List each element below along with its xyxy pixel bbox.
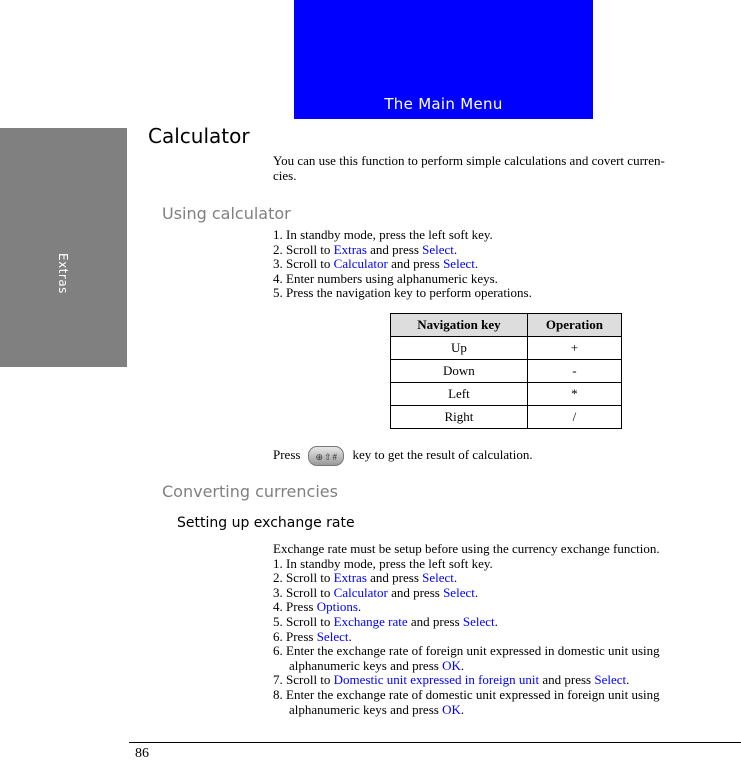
step-line — [273, 257, 532, 272]
step-text: 1. In standby mode, press the left soft key. — [273, 227, 493, 242]
press-key-line — [273, 446, 533, 466]
table-cell: Up — [391, 337, 528, 360]
step-text: 3. Scroll to — [273, 584, 334, 600]
step-line — [273, 272, 532, 287]
step-text: . — [474, 584, 479, 600]
step-text: and press — [539, 672, 595, 688]
table-row — [391, 337, 622, 360]
table-cell: / — [527, 406, 621, 429]
table-row — [391, 383, 622, 406]
intro-paragraph — [273, 154, 665, 183]
step-line — [273, 659, 660, 674]
menu-term: Select — [462, 613, 495, 629]
menu-term: Extras — [333, 241, 367, 257]
menu-term: Select — [422, 241, 454, 257]
exchange-rate-subheading: Setting up exchange rate — [177, 515, 355, 531]
menu-term: OK — [442, 657, 461, 673]
table-cell: Left — [391, 383, 528, 406]
navigation-key-table — [390, 313, 622, 429]
step-text: alphanumeric keys and press — [289, 657, 443, 673]
step-text: 4. Press — [273, 599, 317, 615]
menu-term: Select — [443, 256, 475, 272]
menu-term: Options — [316, 599, 358, 615]
step-text: . — [453, 570, 458, 586]
converting-currencies-heading: Converting currencies — [162, 482, 338, 501]
step-text: and press — [387, 584, 444, 600]
step-text: 4. Enter numbers using alphanumeric keys. — [273, 270, 498, 286]
step-text: . — [626, 672, 630, 688]
table-cell: + — [527, 337, 621, 360]
menu-term: Domestic unit expressed in foreign unit — [333, 672, 540, 688]
step-line — [273, 615, 660, 630]
step-text: . — [460, 701, 465, 717]
step-text: 6. Press — [273, 628, 317, 644]
step-text: 5. Scroll to — [273, 613, 334, 629]
step-line — [273, 600, 660, 615]
press-text-after: key to get the result of calculation. — [352, 446, 533, 462]
using-calculator-heading: Using calculator — [162, 204, 291, 223]
step-text: 2. Scroll to — [273, 570, 334, 586]
press-text: Press — [273, 446, 301, 462]
step-text: and press — [366, 570, 423, 586]
step-text: . — [357, 599, 362, 615]
table-row — [391, 360, 622, 383]
step-text: . — [460, 657, 465, 673]
step-line — [273, 243, 532, 258]
step-line — [273, 228, 532, 243]
step-text: and press — [407, 613, 463, 629]
table-header-cell: Navigation key — [391, 314, 528, 337]
intro-line: cies. — [273, 167, 297, 183]
banner-title: The Main Menu — [384, 95, 503, 113]
step-line — [273, 630, 660, 645]
table-cell: * — [527, 383, 621, 406]
using-steps-list — [273, 228, 532, 301]
menu-term: Exchange rate — [333, 613, 408, 629]
exchange-intro: Exchange rate must be setup before using the currency exchange function. — [273, 541, 660, 556]
table-cell: - — [527, 360, 621, 383]
table-cell: Down — [391, 360, 528, 383]
menu-term: Select — [594, 672, 627, 688]
step-line — [273, 644, 660, 659]
step-text: . — [474, 256, 479, 272]
step-line — [273, 673, 660, 688]
step-text: . — [348, 628, 352, 644]
step-text: 7. Scroll to — [273, 672, 334, 688]
menu-term: Extras — [333, 570, 367, 586]
step-text: 5. Press the navigation key to perform operations. — [273, 285, 532, 301]
step-line — [273, 557, 660, 572]
section-side-tab — [0, 128, 127, 367]
side-tab-label: Extras — [56, 253, 70, 294]
step-line — [273, 688, 660, 703]
step-line — [273, 586, 660, 601]
step-text: . — [494, 613, 498, 629]
step-text: . — [453, 241, 458, 257]
step-text: 8. Enter the exchange rate of domestic unit expressed in foreign unit using — [273, 686, 660, 702]
step-text: 6. Enter the exchange rate of foreign unit expressed in domestic unit using — [273, 643, 660, 659]
step-line — [273, 286, 532, 301]
step-text: 3. Scroll to — [273, 256, 334, 272]
table-header-row — [391, 314, 622, 337]
footer-divider — [129, 742, 741, 743]
main-menu-banner — [294, 0, 593, 119]
step-text: and press — [387, 256, 444, 272]
step-text: and press — [366, 241, 423, 257]
step-text: alphanumeric keys and press — [289, 701, 443, 717]
table-header-cell: Operation — [527, 314, 621, 337]
table-row — [391, 406, 622, 429]
table-cell: Right — [391, 406, 528, 429]
step-text: 1. In standby mode, press the left soft key. — [273, 555, 493, 571]
hash-key-glyph: ⊕⇧# — [315, 452, 339, 462]
exchange-steps-list — [273, 542, 660, 717]
step-text: 2. Scroll to — [273, 241, 334, 257]
hash-key-icon — [308, 446, 344, 466]
page-number: 86 — [135, 746, 149, 761]
intro-line: You can use this function to perform simple calculations and covert curren- — [273, 153, 665, 168]
menu-term: Calculator — [333, 256, 388, 272]
menu-term: Select — [316, 628, 349, 644]
menu-term: Select — [422, 570, 454, 586]
menu-term: OK — [442, 701, 461, 717]
menu-term: Calculator — [333, 584, 388, 600]
step-line — [273, 571, 660, 586]
step-line — [273, 703, 660, 718]
page-title: Calculator — [148, 124, 250, 148]
menu-term: Select — [443, 584, 475, 600]
